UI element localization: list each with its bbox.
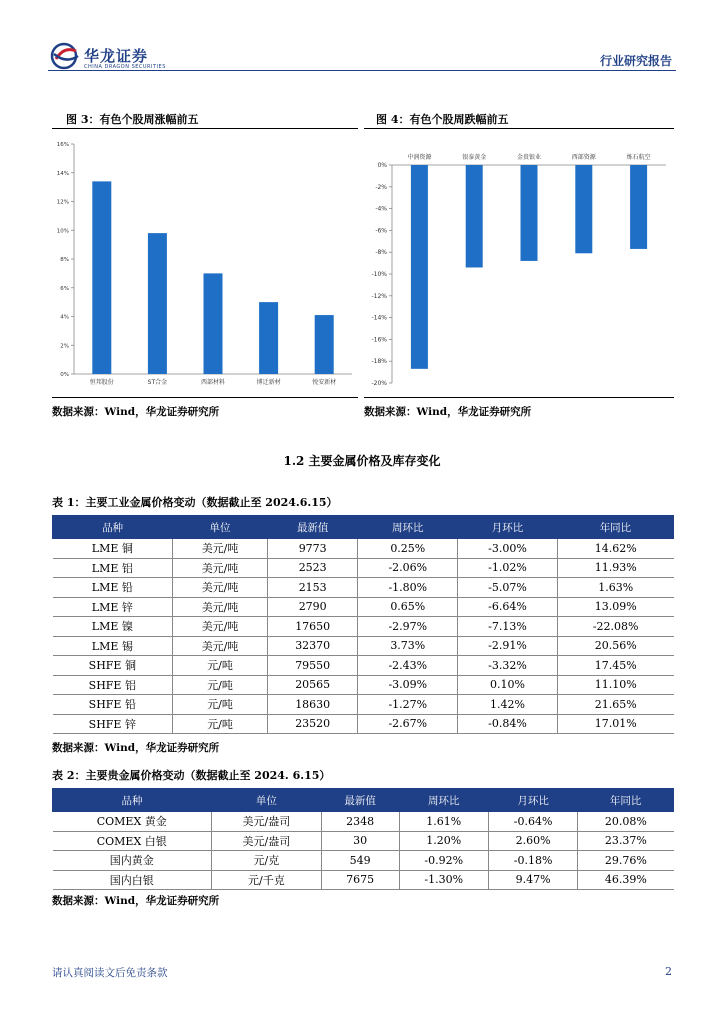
table-row [53,675,674,695]
table-row [53,870,674,890]
y-tick-label: 0% [60,372,69,378]
table-cell: -2.97% [358,617,458,637]
y-tick-label: -8% [375,249,387,257]
table-cell: 20.08% [578,812,674,832]
table-cell: -1.30% [399,870,488,890]
x-tick-label: 西部材料 [200,379,226,386]
x-tick-label: 金贵银业 [516,154,542,161]
table-cell: -3.09% [358,675,458,695]
table-cell: 3.73% [358,636,458,656]
table-1-title: 表 1：主要工业金属价格变动（数据截止至 2024.6.15） [52,496,338,509]
y-tick-label: 8% [60,257,69,263]
figure-3-source: 数据来源：Wind，华龙证券研究所 [52,406,220,418]
table-2-source: 数据来源：Wind，华龙证券研究所 [52,895,220,907]
table-cell: 美元/吨 [173,617,268,637]
table-cell: SHFE 铝 [53,675,173,695]
x-tick-label: 中润资源 [407,154,432,161]
table-cell: 13.09% [557,597,673,617]
table-cell: 元/千克 [212,870,322,890]
table-cell: -7.13% [458,617,558,637]
table-row [53,656,674,676]
table-cell: -5.07% [458,578,558,598]
table-cell: 美元/吨 [173,636,268,656]
bar [521,165,538,261]
bar [466,165,483,267]
y-tick-label: 4% [60,314,69,321]
disclaimer-note: 请认真阅读文后免责条款 [52,967,168,979]
table-cell: SHFE 铜 [53,656,173,676]
bar [315,315,334,374]
table-row [53,539,674,559]
section-heading: 1.2 主要金属价格及库存变化 [283,454,441,468]
table-cell: 46.39% [578,870,674,890]
chart-top-losers [364,132,674,394]
table-cell: 元/吨 [173,695,268,715]
table-cell: -2.67% [358,714,458,734]
table-cell: -0.64% [488,812,577,832]
column-header: 单位 [212,789,322,812]
table-row [53,617,674,637]
table-row [53,597,674,617]
table-cell: 17.45% [557,656,673,676]
column-header: 单位 [173,516,268,539]
table-cell: 549 [321,851,399,871]
x-tick-label: 博迁新材 [256,379,281,386]
bar [411,165,428,369]
column-header: 品种 [53,516,173,539]
table-cell: 元/吨 [173,656,268,676]
table-cell: 23.37% [578,831,674,851]
table-cell: SHFE 锌 [53,714,173,734]
table-cell: -3.00% [458,539,558,559]
brand-name-en: CHINA DRAGON SECURITIES [84,64,166,70]
column-header: 周环比 [358,516,458,539]
table-cell: 30 [321,831,399,851]
column-header: 品种 [53,789,212,812]
table-cell: 17.01% [557,714,673,734]
y-tick-label: -4% [375,205,387,213]
table-cell: 1.61% [399,812,488,832]
industrial-metals-table [52,515,674,734]
x-tick-label: 恒邦股份 [89,379,114,386]
report-type: 行业研究报告 [599,54,672,68]
table-cell: 元/克 [212,851,322,871]
table-2-title: 表 2：主要贵金属价格变动（数据截止至 2024. 6.15） [52,769,331,782]
y-tick-label: -6% [375,227,387,235]
y-tick-label: -16% [371,336,387,344]
table-1-source: 数据来源：Wind，华龙证券研究所 [52,742,220,754]
table-row [53,851,674,871]
table-cell: 29.76% [578,851,674,871]
table-cell: 21.65% [557,695,673,715]
table-cell: LME 铝 [53,558,173,578]
table-cell: 美元/盎司 [212,831,322,851]
table-cell: 元/吨 [173,675,268,695]
table-row [53,558,674,578]
company-logo [50,42,82,70]
table-cell: 国内黄金 [53,851,212,871]
y-tick-label: 16% [56,142,69,148]
table-cell: -0.84% [458,714,558,734]
table-row [53,578,674,598]
table-cell: -6.64% [458,597,558,617]
table-cell: 0.10% [458,675,558,695]
y-tick-label: 14% [56,170,69,177]
table-cell: 国内白银 [53,870,212,890]
table-cell: 9.47% [488,870,577,890]
table-cell: 9773 [267,539,357,559]
table-cell: -2.91% [458,636,558,656]
figure-3-title: 图 3：有色个股周涨幅前五 [66,113,199,126]
y-tick-label: 12% [56,199,69,206]
x-tick-label: 西部资源 [571,154,596,161]
bar [92,181,111,374]
x-tick-label: 银泰黄金 [462,154,487,161]
column-header: 年同比 [578,789,674,812]
bar [575,165,592,253]
table-row [53,831,674,851]
table-row [53,714,674,734]
bar [259,302,278,374]
table-cell: 1.20% [399,831,488,851]
y-tick-label: -12% [371,292,387,300]
table-row [53,636,674,656]
bar [204,273,223,374]
brand-name: 华龙证券 [84,47,149,65]
table-cell: 0.65% [358,597,458,617]
table-cell: LME 锌 [53,597,173,617]
table-cell: 23520 [267,714,357,734]
table-cell: 美元/吨 [173,539,268,559]
figure-3-bottom-rule [52,397,358,398]
y-tick-label: -20% [371,380,387,387]
x-tick-label: 炼石航空 [626,154,651,161]
y-tick-label: 6% [60,285,69,292]
table-cell: LME 锡 [53,636,173,656]
table-cell: 17650 [267,617,357,637]
table-cell: -0.18% [488,851,577,871]
column-header: 最新值 [267,516,357,539]
table-cell: COMEX 黄金 [53,812,212,832]
table-cell: 1.63% [557,578,673,598]
table-cell: 18630 [267,695,357,715]
table-cell: 20.56% [557,636,673,656]
table-cell: -2.43% [358,656,458,676]
y-tick-label: -10% [371,271,387,278]
y-tick-label: -18% [371,358,387,366]
bar [630,165,647,249]
table-cell: 11.93% [557,558,673,578]
table-cell: LME 镍 [53,617,173,637]
table-cell: SHFE 铅 [53,695,173,715]
table-cell: 79550 [267,656,357,676]
table-cell: 美元/吨 [173,558,268,578]
figure-4-source: 数据来源：Wind，华龙证券研究所 [364,406,532,418]
table-cell: 美元/吨 [173,597,268,617]
figure-3-top-rule [52,128,358,129]
bar [148,233,167,374]
table-cell: 20565 [267,675,357,695]
x-tick-label: 悦安新材 [312,379,337,386]
table-cell: 美元/盎司 [212,812,322,832]
table-cell: 2348 [321,812,399,832]
table-cell: LME 铅 [53,578,173,598]
table-cell: LME 铜 [53,539,173,559]
table-row [53,695,674,715]
table-cell: -3.32% [458,656,558,676]
x-tick-label: ST合金 [147,379,168,386]
table-cell: -1.02% [458,558,558,578]
column-header: 月环比 [458,516,558,539]
y-tick-label: -2% [375,183,387,191]
table-cell: 2523 [267,558,357,578]
table-cell: 2790 [267,597,357,617]
table-cell: 2153 [267,578,357,598]
column-header: 周环比 [399,789,488,812]
table-cell: 11.10% [557,675,673,695]
table-cell: -2.06% [358,558,458,578]
precious-metals-table [52,788,674,890]
table-cell: 2.60% [488,831,577,851]
table-cell: -22.08% [557,617,673,637]
table-cell: 7675 [321,870,399,890]
table-cell: COMEX 白银 [53,831,212,851]
page-number: 2 [665,965,672,978]
table-cell: 元/吨 [173,714,268,734]
y-tick-label: 0% [377,162,387,169]
y-tick-label: 10% [56,228,69,235]
y-tick-label: 2% [60,343,69,350]
y-tick-label: -14% [371,314,387,322]
table-cell: 14.62% [557,539,673,559]
figure-4-bottom-rule [364,397,674,398]
table-cell: -1.27% [358,695,458,715]
chart-top-gainers [52,132,358,394]
table-cell: -0.92% [399,851,488,871]
table-cell: -1.80% [358,578,458,598]
table-cell: 32370 [267,636,357,656]
table-cell: 美元/吨 [173,578,268,598]
table-cell: 0.25% [358,539,458,559]
figure-4-title: 图 4：有色个股周跌幅前五 [376,113,509,126]
column-header: 年同比 [557,516,673,539]
column-header: 月环比 [488,789,577,812]
header-divider [48,70,676,71]
table-row [53,812,674,832]
table-cell: 1.42% [458,695,558,715]
figure-4-top-rule [364,128,674,129]
column-header: 最新值 [321,789,399,812]
